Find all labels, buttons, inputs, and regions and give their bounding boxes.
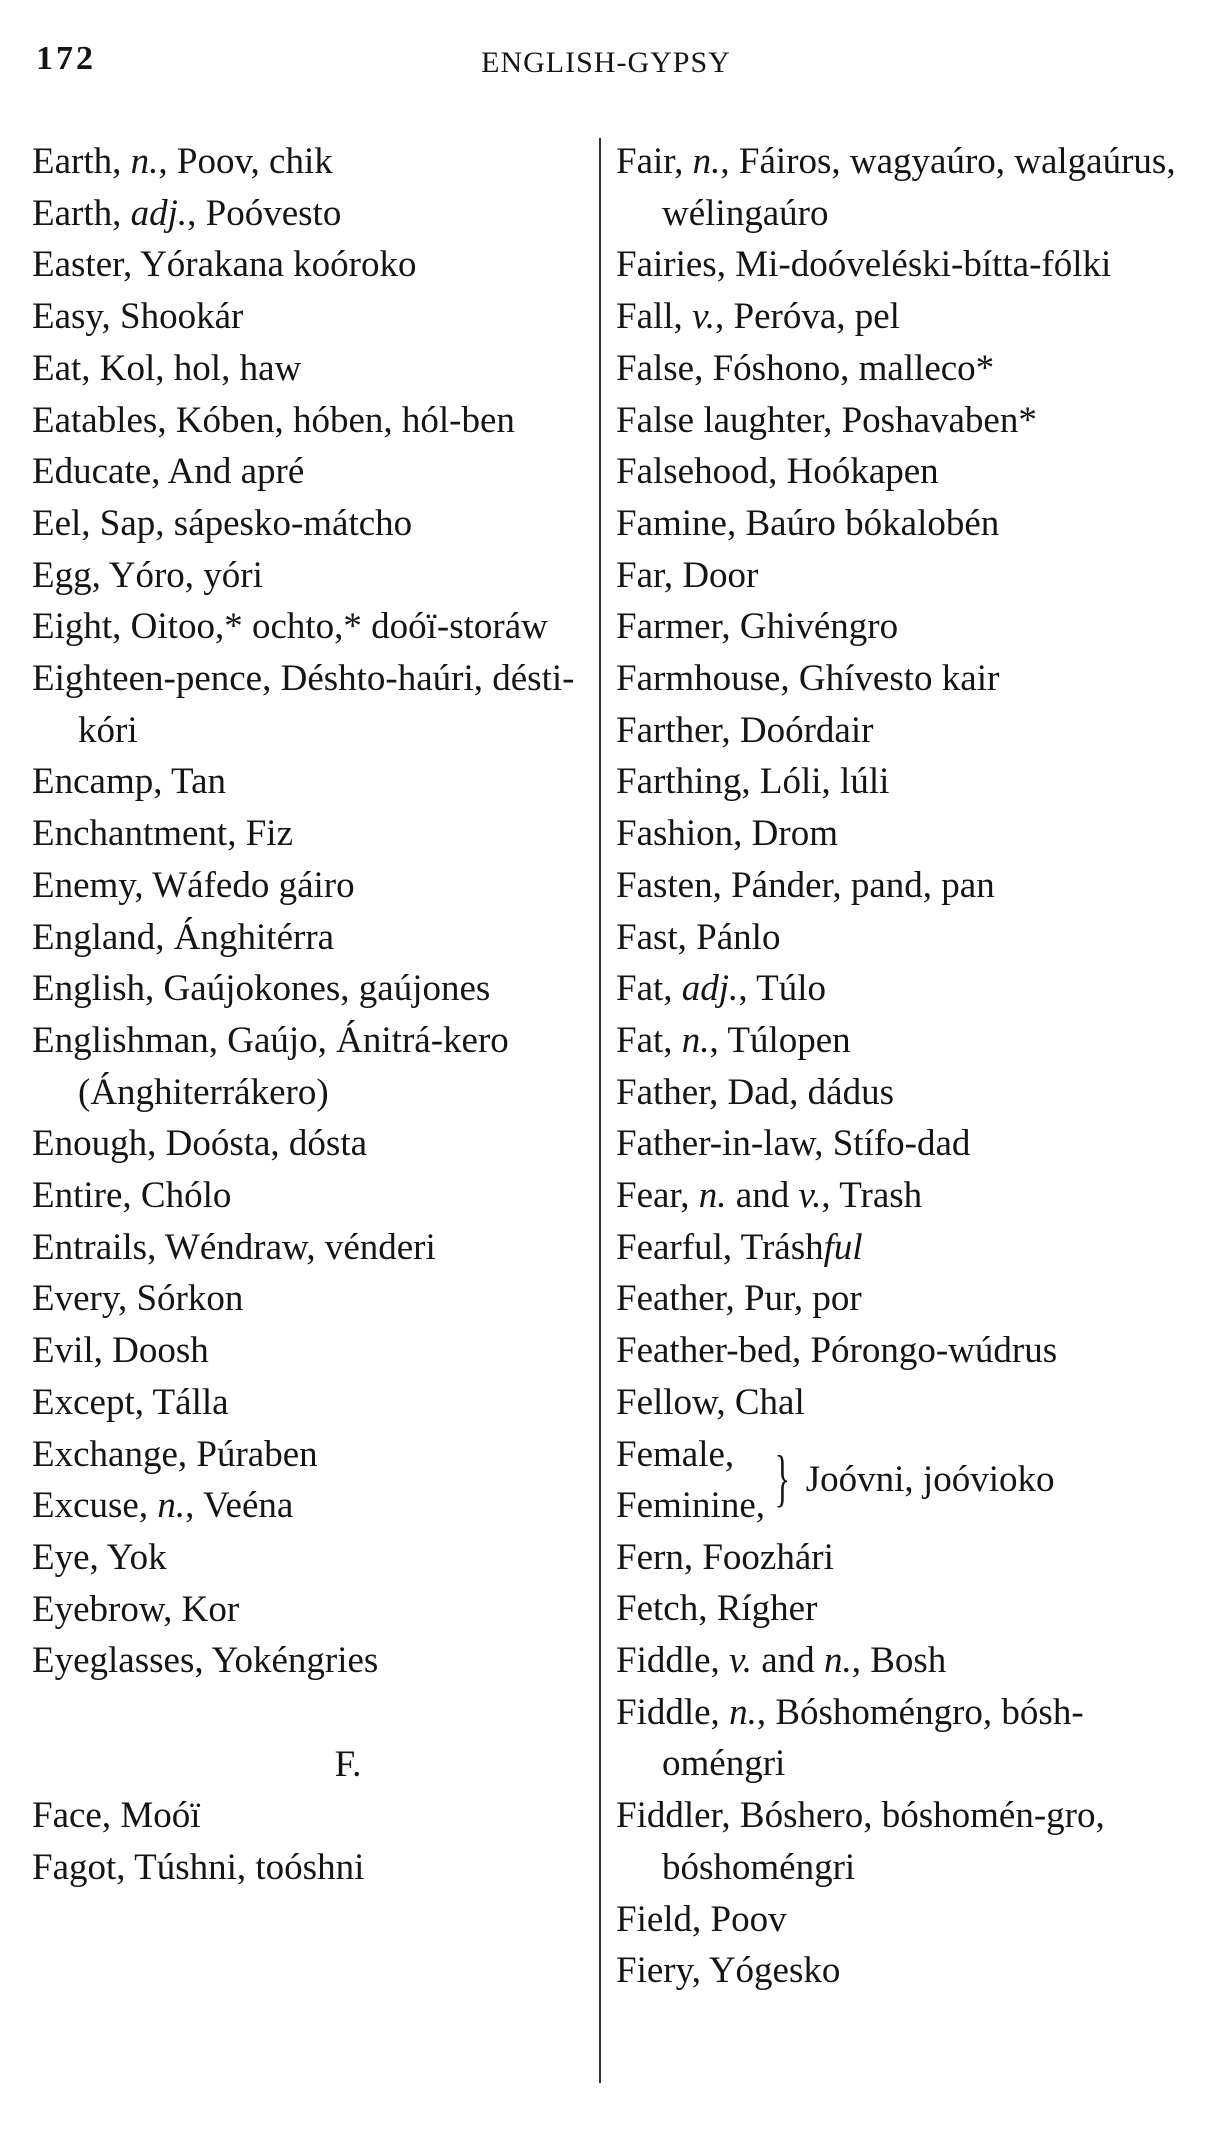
running-head: ENGLISH-GYPSY — [481, 46, 731, 79]
entry: False, Fóshono, malleco* — [616, 347, 995, 389]
entry: Fagot, Túshni, toóshni — [32, 1847, 365, 1889]
entry: Evil, Doosh — [32, 1330, 209, 1372]
entry: Fashion, Drom — [616, 813, 838, 855]
entry: Farther, Doórdair — [616, 709, 874, 751]
section-letter-text: F. — [334, 1743, 362, 1785]
entry: Entire, Chólo — [32, 1175, 232, 1217]
entry: Fetch, Rígher — [616, 1588, 818, 1630]
bracketed-definition: Joóvni, joóvioko — [805, 1459, 1055, 1501]
entry: Every, Sórkon — [32, 1278, 244, 1320]
entry: Entrails, Wéndraw, vénderi — [32, 1226, 436, 1268]
entry: England, Ánghitérra — [32, 916, 335, 958]
entry: Eyebrow, Kor — [32, 1588, 240, 1630]
entry: Eyeglasses, Yokéngries — [32, 1640, 379, 1682]
entry: Father-in-law, Stífo-dad — [616, 1123, 971, 1165]
entry: Englishman, Gaújo, Ánitrá-kero (Ánghiterrákero) — [32, 1019, 509, 1113]
entry: Far, Door — [616, 554, 759, 596]
entry: Enchantment, Fiz — [32, 813, 293, 855]
entry: Face, Moóï — [32, 1795, 201, 1837]
entry: Farmer, Ghivéngro — [616, 606, 899, 648]
entry: Egg, Yóro, yóri — [32, 554, 263, 596]
entry: Except, Tálla — [32, 1381, 229, 1423]
bracketed-word: Female, — [616, 1434, 735, 1476]
entry: Fat, n., Túlopen — [616, 1019, 851, 1061]
entry: Earth, n., Poov, chik — [32, 141, 333, 182]
entry: Field, Poov — [616, 1898, 787, 1940]
entry: Easy, Shookár — [32, 296, 244, 338]
entry: Eight, Oitoo,* ochto,* doóï-storáw — [32, 606, 548, 648]
entry: Feather-bed, Pórongo-wúdrus — [616, 1330, 1058, 1372]
entry: Eat, Kol, hol, haw — [32, 347, 302, 389]
brace-icon: } — [774, 1442, 791, 1514]
entry: Famine, Baúro bókalobén — [616, 502, 1000, 544]
section-gap — [32, 1687, 592, 1739]
entry: Fall, v., Peróva, pel — [616, 296, 900, 338]
entry: Easter, Yórakana koóroko — [32, 244, 417, 286]
entry: Feather, Pur, por — [616, 1278, 862, 1320]
entry: Fiddle, v. and n., Bosh — [616, 1639, 947, 1681]
entry: Fast, Pánlo — [616, 916, 781, 958]
entry: Eel, Sap, sápesko-mátcho — [32, 502, 413, 544]
entry: False laughter, Poshavaben* — [616, 399, 1037, 441]
entry: Fairies, Mi-doóveléski-bítta-fólki — [616, 244, 1112, 286]
entry: Encamp, Tan — [32, 761, 226, 803]
entry: Fiddler, Bóshero, bóshomén-gro, bóshoméngri — [616, 1795, 1105, 1888]
bracketed-words — [616, 1429, 765, 1531]
entry: Fat, adj., Túlo — [616, 968, 827, 1010]
entry: Eatables, Kóben, hóben, hól-ben — [32, 399, 515, 441]
section-letter — [32, 1739, 592, 1791]
entry: English, Gaújokones, gaújones — [32, 968, 491, 1010]
entry: Educate, And apré — [32, 451, 305, 493]
entry: Falsehood, Hoókapen — [616, 451, 939, 493]
entry: Eighteen-pence, Déshto-haúri, désti-kóri — [32, 658, 575, 751]
entry: Enemy, Wáfedo gáiro — [32, 864, 355, 906]
right-column — [616, 136, 1196, 1997]
entry: Fern, Foozhári — [616, 1536, 834, 1578]
entry: Fiddle, n., Bóshoméngro, bósh-oméngri — [616, 1691, 1084, 1785]
page-number: 172 — [36, 40, 96, 77]
entry: Excuse, n., Veéna — [32, 1485, 294, 1527]
entry: Fear, n. and v., Trash — [616, 1175, 923, 1217]
entry: Earth, adj., Poóvesto — [32, 192, 342, 234]
entry: Farmhouse, Ghívesto kair — [616, 658, 1000, 700]
entry: Fair, n., Fáiros, wagyaúro, walgaúrus, wélingaúro — [616, 141, 1176, 234]
entry: Fellow, Chal — [616, 1381, 805, 1423]
bracketed-entry — [616, 1429, 1196, 1532]
entry: Eye, Yok — [32, 1536, 167, 1578]
left-column — [32, 136, 592, 1894]
entry: Fasten, Pánder, pand, pan — [616, 864, 995, 906]
entry: Father, Dad, dádus — [616, 1071, 895, 1113]
entry: Enough, Doósta, dósta — [32, 1123, 368, 1165]
entry: Farthing, Lóli, lúli — [616, 761, 890, 803]
bracketed-word: Feminine, — [616, 1485, 766, 1527]
entry: Fearful, Tráshful — [616, 1226, 863, 1268]
column-divider — [599, 138, 601, 2083]
entry: Fiery, Yógesko — [616, 1950, 841, 1992]
entry: Exchange, Púraben — [32, 1433, 318, 1475]
